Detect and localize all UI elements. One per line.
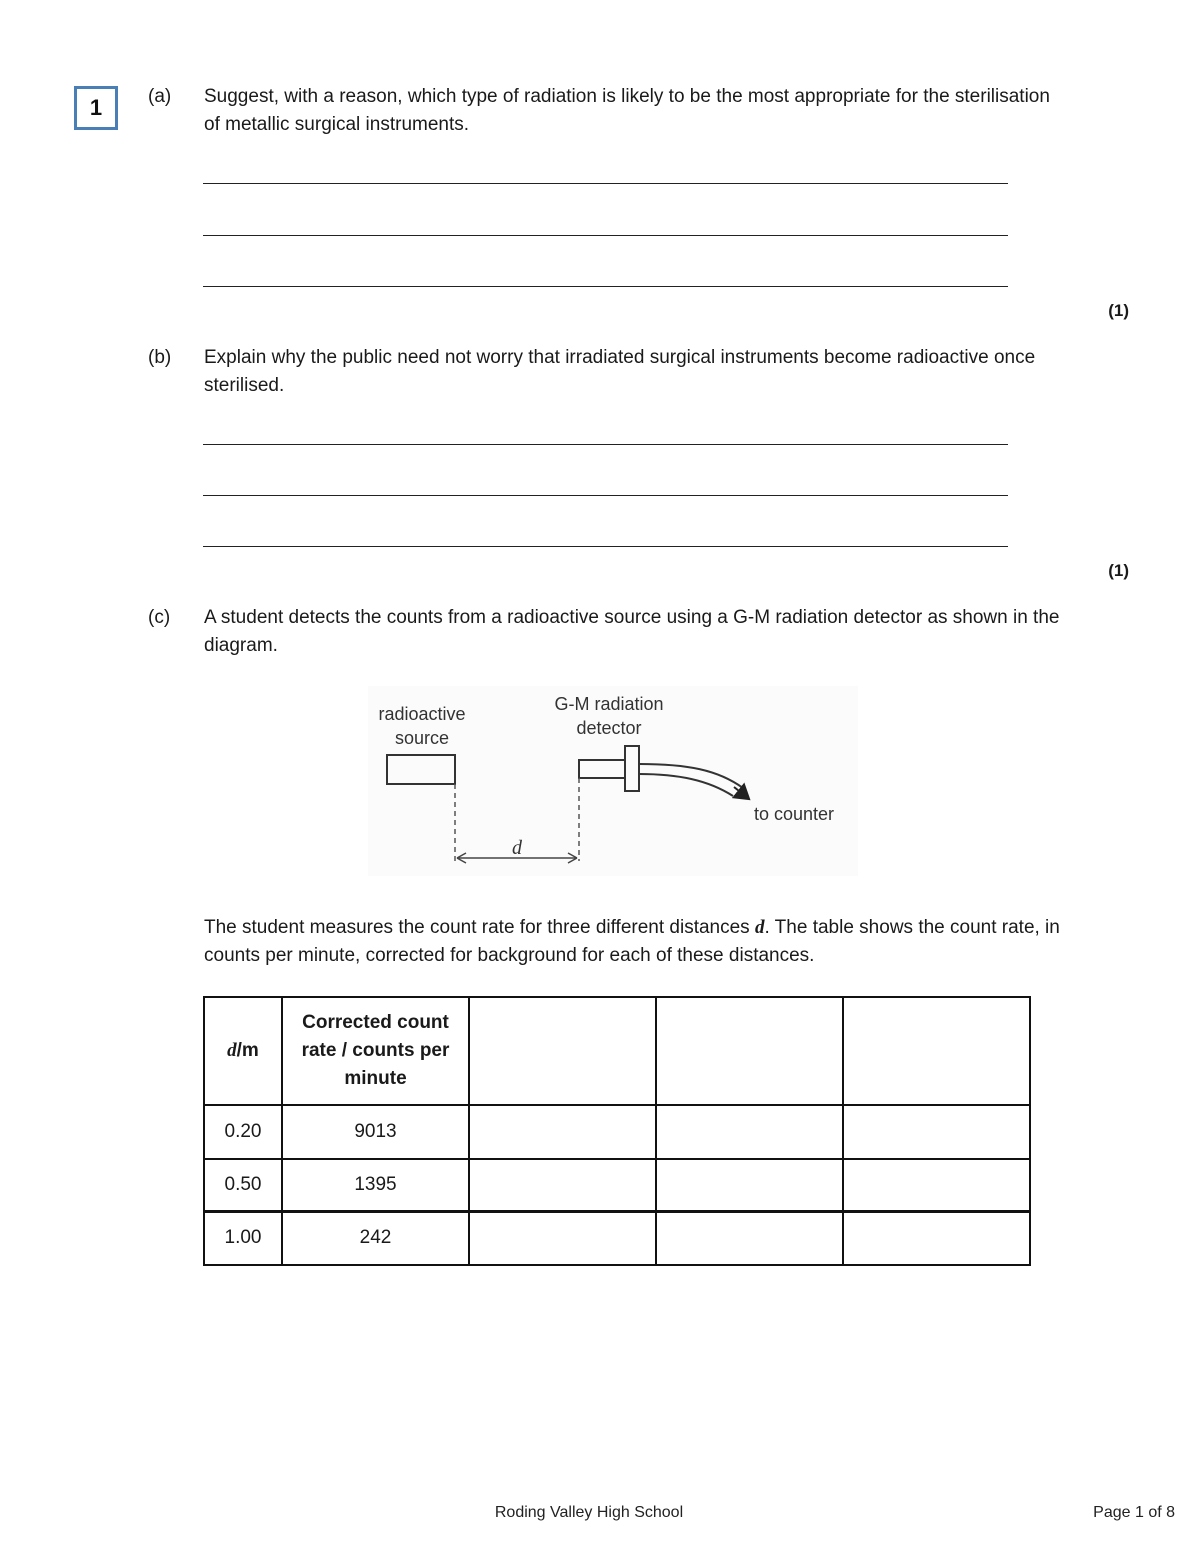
counter-label: to counter	[754, 804, 835, 824]
gm-detector-tube	[579, 760, 625, 778]
header-distance-unit: /m	[236, 1040, 259, 1061]
part-a-marks: (1)	[1108, 301, 1129, 320]
part-a-text: Suggest, with a reason, which type of radiation is likely to be the most appropriate for the sterilisation of metallic surgical instruments.	[204, 86, 1050, 135]
blank-header-cell-4[interactable]	[656, 997, 843, 1105]
part-b-label: (b)	[148, 347, 172, 368]
answer-line-a1[interactable]	[203, 183, 1008, 184]
question-number: 1	[89, 95, 103, 120]
part-a-label: (a)	[148, 86, 172, 107]
header-distance-var: d	[227, 1040, 237, 1061]
detector-label-line2: detector	[576, 718, 642, 738]
header-count-rate	[282, 997, 469, 1105]
header-count-rate-line1: Corrected count	[302, 1012, 449, 1033]
answer-line-a2[interactable]	[203, 235, 1008, 236]
footer-school: Roding Valley High School	[494, 1504, 684, 1521]
part-b-text: Explain why the public need not worry that irradiated surgical instruments become radioactive once sterilised.	[204, 347, 1036, 396]
blank-cell[interactable]	[656, 1159, 843, 1211]
header-count-rate-line3: minute	[344, 1068, 407, 1089]
cell-distance: 0.50	[204, 1159, 282, 1211]
header-distance	[204, 997, 282, 1105]
part-c-text: A student detects the counts from a radioactive source using a G-M radiation detector as shown in the diagram.	[204, 607, 1060, 656]
distance-label: d	[512, 837, 522, 859]
cable-upper	[639, 764, 743, 788]
blank-cell[interactable]	[469, 1105, 656, 1159]
apparatus-diagram	[368, 686, 858, 876]
apparatus-svg	[368, 686, 858, 876]
cell-distance: 0.20	[204, 1105, 282, 1159]
table-intro-variable: d	[754, 917, 765, 938]
cable-lower	[639, 774, 733, 796]
table-intro-text-2: . The table shows the count rate, in counts per minute, corrected for background for each of these distances.	[204, 917, 1060, 966]
blank-cell[interactable]	[656, 1211, 843, 1265]
table-intro-paragraph	[204, 914, 1064, 970]
header-count-rate-line2: rate / counts per	[301, 1040, 450, 1061]
blank-cell[interactable]	[469, 1211, 656, 1265]
cell-count-rate: 9013	[282, 1105, 469, 1159]
answer-line-a3[interactable]	[203, 286, 1008, 287]
part-c-label: (c)	[148, 607, 171, 628]
table-header-row	[204, 997, 1030, 1105]
cell-distance: 1.00	[204, 1211, 282, 1265]
source-label-line2: source	[394, 728, 450, 748]
radioactive-source-box	[387, 755, 455, 784]
part-b-marks: (1)	[1108, 561, 1129, 580]
detector-label-line1: G-M radiation	[554, 694, 664, 714]
source-label-line1: radioactive	[378, 704, 466, 724]
question-number-box	[74, 86, 118, 130]
blank-cell[interactable]	[469, 1159, 656, 1211]
cable-arrow-icon	[734, 787, 749, 799]
table-row	[204, 1105, 1030, 1159]
cell-count-rate: 1395	[282, 1159, 469, 1211]
blank-header-cell-5[interactable]	[843, 997, 1030, 1105]
count-rate-table	[203, 996, 1031, 1266]
blank-cell[interactable]	[843, 1159, 1030, 1211]
table-row	[204, 1211, 1030, 1265]
blank-cell[interactable]	[843, 1211, 1030, 1265]
blank-cell[interactable]	[656, 1105, 843, 1159]
answer-line-b1[interactable]	[203, 444, 1008, 445]
blank-cell[interactable]	[843, 1105, 1030, 1159]
gm-detector-flange	[625, 746, 639, 791]
blank-header-cell-3[interactable]	[469, 997, 656, 1105]
answer-line-b3[interactable]	[203, 546, 1008, 547]
footer-page-number: Page 1 of 8	[1093, 1504, 1175, 1521]
answer-line-b2[interactable]	[203, 495, 1008, 496]
table-row	[204, 1159, 1030, 1211]
cell-count-rate: 242	[282, 1211, 469, 1265]
table-intro-text-1: The student measures the count rate for three different distances	[204, 917, 755, 938]
